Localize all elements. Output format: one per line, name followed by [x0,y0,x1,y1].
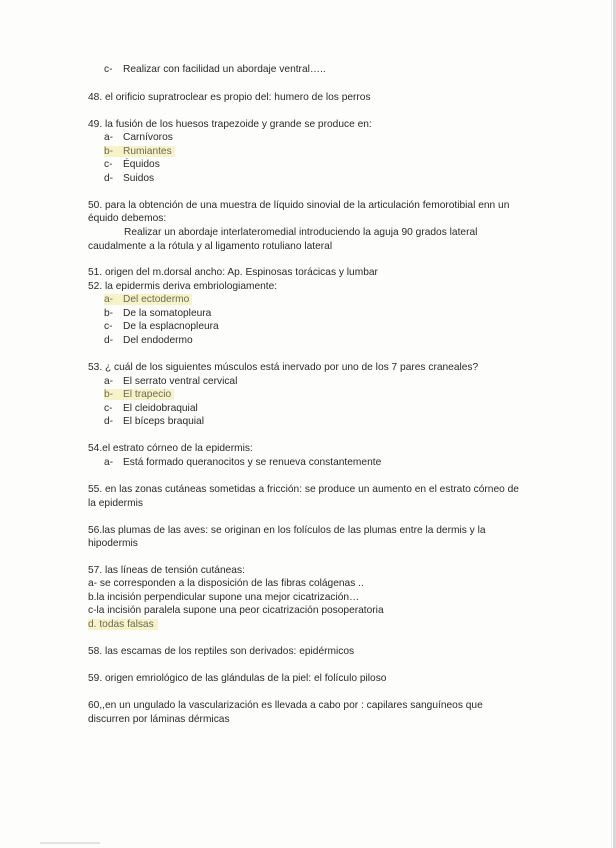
scan-edge-shadow [611,0,612,848]
q53-option-b: b- El trapecio [104,388,174,401]
question-49: 49. la fusión de los huesos trapezoide y grande se produce en: [88,119,372,130]
question-60-line2: discurren por láminas dérmicas [88,714,230,725]
question-54: 54.el estrato córneo de la epidermis: [88,443,253,454]
q50-answer-line2: caudalmente a la rótula y al ligamento rotuliano lateral [88,241,333,252]
question-55-line2: la epidermis [88,498,143,509]
q50-answer-line1: Realizar un abordaje interlateromedial introduciendo la aguja 90 grados lateral [124,227,478,238]
q54-option-a: a- Está formado queranocitos y se renueva constantemente [104,457,382,468]
q52-option-b: b- De la somatopleura [104,308,212,319]
q52-option-c: c- De la esplacnopleura [104,321,219,332]
question-52: 52. la epidermis deriva embriologiamente: [88,281,278,292]
q53-option-a: a- El serrato ventral cervical [104,376,238,387]
question-57: 57. las líneas de tensión cutáneas: [88,565,245,576]
question-50-line1: 50. para la obtención de una muestra de líquido sinovial de la articulación femorotibial enn un [88,200,510,211]
question-59: 59. origen emriológico de las glándulas de la piel: el folículo piloso [88,673,387,684]
q49-option-a: a- Carnívoros [104,132,173,143]
question-51: 51. origen del m.dorsal ancho: Ap. Espinosas torácicas y lumbar [88,267,378,278]
question-55-line1: 55. en las zonas cutáneas sometidas a fricción: se produce un aumento en el estrato córneo de [88,484,519,495]
question-58: 58. las escamas de los reptiles son derivados: epidérmicos [88,646,355,657]
question-56-line2: hipodermis [88,538,138,549]
q52-option-a: a- Del ectodermo [104,293,192,306]
scan-artifact [40,842,100,844]
question-50-line2: équido debemos: [88,213,167,224]
question-53: 53. ¿ cuál de los siguientes músculos está inervado por uno de los 7 pares craneales? [88,362,479,373]
q57-option-c: c-la incisión paralela supone una peor cicatrización posoperatoria [88,605,384,616]
top-option: c- Realizar con facilidad un abordaje ventral….. [104,64,326,75]
q57-option-d: d. todas falsas [88,618,158,631]
q57-option-b: b.la incisión perpendicular supone una mejor cicatrización… [88,592,360,603]
question-60-line1: 60,,en un ungulado la vascularización es llevada a cabo por : capilares sanguíneos que [88,700,483,711]
q57-option-a: a- se corresponden a la disposición de las fibras colágenas .. [88,578,364,589]
q49-option-b: b- Rumiantes [104,145,175,158]
q53-option-d: d- El bíceps braquial [104,416,204,427]
question-56-line1: 56.las plumas de las aves: se originan en los folículos de las plumas entre la dermis y la [88,525,486,536]
question-48: 48. el orificio supratroclear es propio del: humero de los perros [88,92,371,103]
q49-option-d: d- Suidos [104,173,155,184]
q52-option-d: d- Del endodermo [104,335,193,346]
q53-option-c: c- El cleidobraquial [104,403,198,414]
q49-option-c: c- Équidos [104,159,160,170]
